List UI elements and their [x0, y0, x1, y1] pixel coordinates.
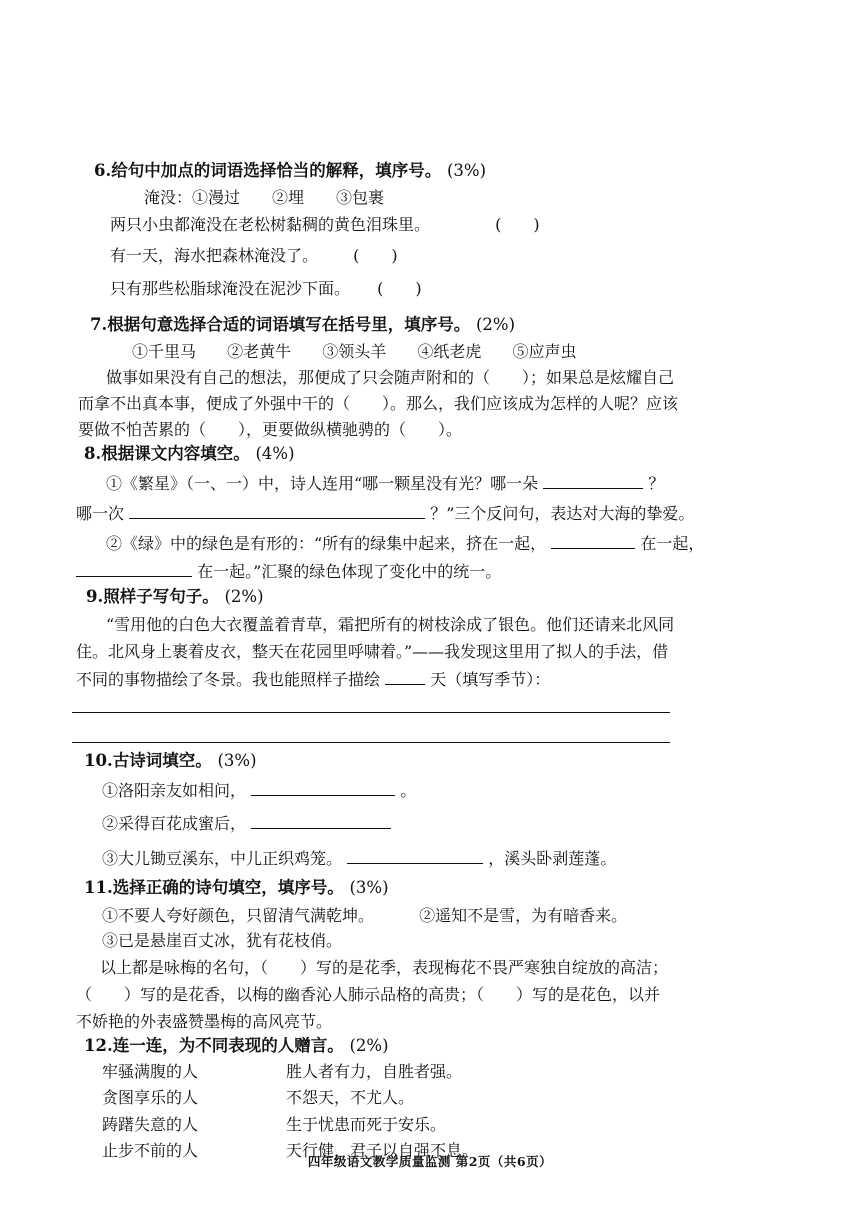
q11-option-2: ②遥知不是雪，为有暗香来。 [419, 906, 628, 925]
q8-blank-1[interactable] [543, 472, 643, 489]
q7-score: (2%) [475, 315, 516, 334]
q12-left-item[interactable]: 踌躇失意的人 [102, 1115, 199, 1134]
q6-options: 淹没：①漫过 ②埋 ③包裹 [144, 188, 385, 207]
q10-line-3-text: ③大儿锄豆溪东，中儿正织鸡笼。 [102, 849, 343, 868]
q6-score: (3%) [446, 161, 487, 180]
q11-passage-line-1: 以上都是咏梅的名句，（ ）写的是花季，表现梅花不畏严寒独自绽放的高洁； [100, 958, 669, 977]
q8-score: (4%) [255, 444, 295, 463]
q8-line-3 [106, 532, 704, 555]
q8-line-1-end: ？ [648, 474, 665, 493]
q7-option-1: ①千里马 [132, 342, 197, 361]
q7-passage-line-3: 要做不怕苦累的（ ），更要做纵横驰骋的（ ）。 [78, 420, 463, 439]
q11-option-1: ①不要人夸好颜色，只留清气满乾坤。 [102, 906, 375, 925]
q6-sentence-2 [110, 245, 398, 267]
q12-score: (2%) [349, 1036, 389, 1055]
q7-option-4: ④纸老虎 [417, 342, 482, 361]
q7-option-3: ③领头羊 [322, 342, 387, 361]
q9-example-line-2: 住。北风身上裹着皮衣，整天在花园里呼啸着。”——我发现这里用了拟人的手法，借 [76, 642, 669, 661]
q8-blank-2[interactable] [129, 502, 425, 519]
q11-passage-line-3: 不娇艳的外表盛赞墨梅的高风亮节。 [76, 1012, 333, 1031]
q8-line-3-end: 在一起， [640, 534, 705, 553]
q6-sentence-1 [110, 214, 540, 236]
q12-right-item[interactable]: 胜人者有力，自胜者强。 [286, 1062, 463, 1081]
q6-heading [94, 160, 486, 182]
q7-title: 7.根据句意选择合适的词语填写在括号里，填序号。 [90, 315, 471, 334]
q12-left-item[interactable]: 止步不前的人 [102, 1141, 199, 1160]
q10-title: 10.古诗词填空。 [84, 751, 212, 770]
q6-answer-2[interactable]: ( ) [353, 246, 398, 265]
q8-line-4 [76, 560, 501, 583]
q6-sentence-3 [110, 278, 422, 300]
q9-title: 9.照样子写句子。 [86, 587, 219, 606]
q8-blank-3[interactable] [551, 532, 635, 549]
q7-passage-line-1: 做事如果没有自己的想法，那便成了只会随声附和的（ ）；如果总是炫耀自己 [106, 368, 675, 387]
q6-answer-1[interactable]: ( ) [495, 215, 540, 234]
q11-options-row-1 [102, 905, 627, 927]
q8-line-1-text: ①《繁星》（一、一）中，诗人连用“哪一颗星没有光？哪一朵 [106, 474, 539, 493]
q8-heading [84, 443, 295, 465]
q12-left-item[interactable]: 贪图享乐的人 [102, 1088, 199, 1107]
q8-line-2-start: 哪一次 [76, 504, 125, 523]
q12-title: 12.连一连，为不同表现的人赠言。 [84, 1036, 344, 1055]
q9-line-3 [76, 668, 550, 691]
q8-title: 8.根据课文内容填空。 [84, 444, 250, 463]
q7-option-5: ⑤应声虫 [512, 342, 577, 361]
q7-options [132, 341, 576, 363]
q10-line-2 [102, 812, 391, 835]
q10-score: (3%) [217, 751, 257, 770]
q10-line-1-text: ①洛阳亲友如相问， [102, 781, 247, 800]
q7-passage-line-2: 而拿不出真本事，便成了外强中干的（ ）。那么，我们应该成为怎样的人呢？应该 [78, 394, 679, 413]
q10-line-3 [102, 847, 616, 870]
q9-score: (2%) [224, 587, 264, 606]
q10-line-2-text: ②采得百花成蜜后， [102, 814, 247, 833]
q6-title: 6.给句中加点的词语选择恰当的解释，填序号。 [94, 161, 442, 180]
q7-heading [90, 314, 515, 336]
q9-heading [86, 586, 264, 608]
q10-line-3-end: ，溪头卧剥莲蓬。 [488, 849, 617, 868]
q9-line-3-text: 不同的事物描绘了冬景。我也能照样子描绘 [76, 670, 381, 689]
q9-line-3-end: 天（填写季节）： [430, 670, 551, 689]
q8-line-1 [106, 472, 664, 495]
q9-answer-line-1[interactable] [72, 712, 670, 713]
q9-example-line-1: “雪用他的白色大衣覆盖着青草，霜把所有的树枝涂成了银色。他们还请来北风同 [106, 615, 675, 634]
q11-passage-line-2: （ ）写的是花香，以梅的幽香沁人肺示品格的高贵；（ ）写的是花色，以并 [76, 985, 661, 1004]
q10-line-1-end: 。 [400, 781, 417, 800]
q6-sentence-1-text: 两只小虫都淹没在老松树黏稠的黄色泪珠里。 [110, 215, 431, 234]
q11-title: 11.选择正确的诗句填空，填序号。 [84, 878, 344, 897]
q12-left-item[interactable]: 牢骚满腹的人 [102, 1062, 199, 1081]
q7-option-2: ②老黄牛 [227, 342, 292, 361]
q8-line-4-text: 在一起。”汇聚的绿色体现了变化中的统一。 [197, 562, 502, 581]
q8-line-3-text: ②《绿》中的绿色是有形的：“所有的绿集中起来，挤在一起， [106, 534, 547, 553]
q8-line-2 [76, 502, 694, 525]
q12-right-item[interactable]: 天行健，君子以自强不息。 [286, 1141, 479, 1160]
q6-sentence-3-text: 只有那些松脂球淹没在泥沙下面。 [110, 279, 351, 298]
q10-line-1 [102, 779, 416, 802]
q9-season-blank[interactable] [385, 668, 425, 685]
q8-line-2-text: ？”三个反问句，表达对大海的挚爱。 [430, 504, 695, 523]
q10-blank-1[interactable] [251, 779, 395, 796]
q12-right-item[interactable]: 不怨天，不尤人。 [286, 1088, 415, 1107]
q9-answer-line-2[interactable] [72, 742, 670, 743]
q6-answer-3[interactable]: ( ) [377, 279, 422, 298]
q10-blank-2[interactable] [251, 812, 391, 829]
q10-blank-3[interactable] [347, 847, 483, 864]
q11-heading [84, 877, 389, 899]
q8-blank-4[interactable] [76, 560, 192, 577]
q11-score: (3%) [349, 878, 389, 897]
q6-sentence-2-text: 有一天，海水把森林淹没了。 [110, 246, 319, 265]
q10-heading [84, 750, 257, 772]
q12-heading [84, 1035, 389, 1057]
page-footer: 四年级语文教学质量监测 第2页（共6页） [307, 1154, 553, 1169]
q11-option-3: ③已是悬崖百丈冰，犹有花枝俏。 [102, 931, 343, 950]
q12-right-item[interactable]: 生于忧患而死于安乐。 [286, 1115, 447, 1134]
